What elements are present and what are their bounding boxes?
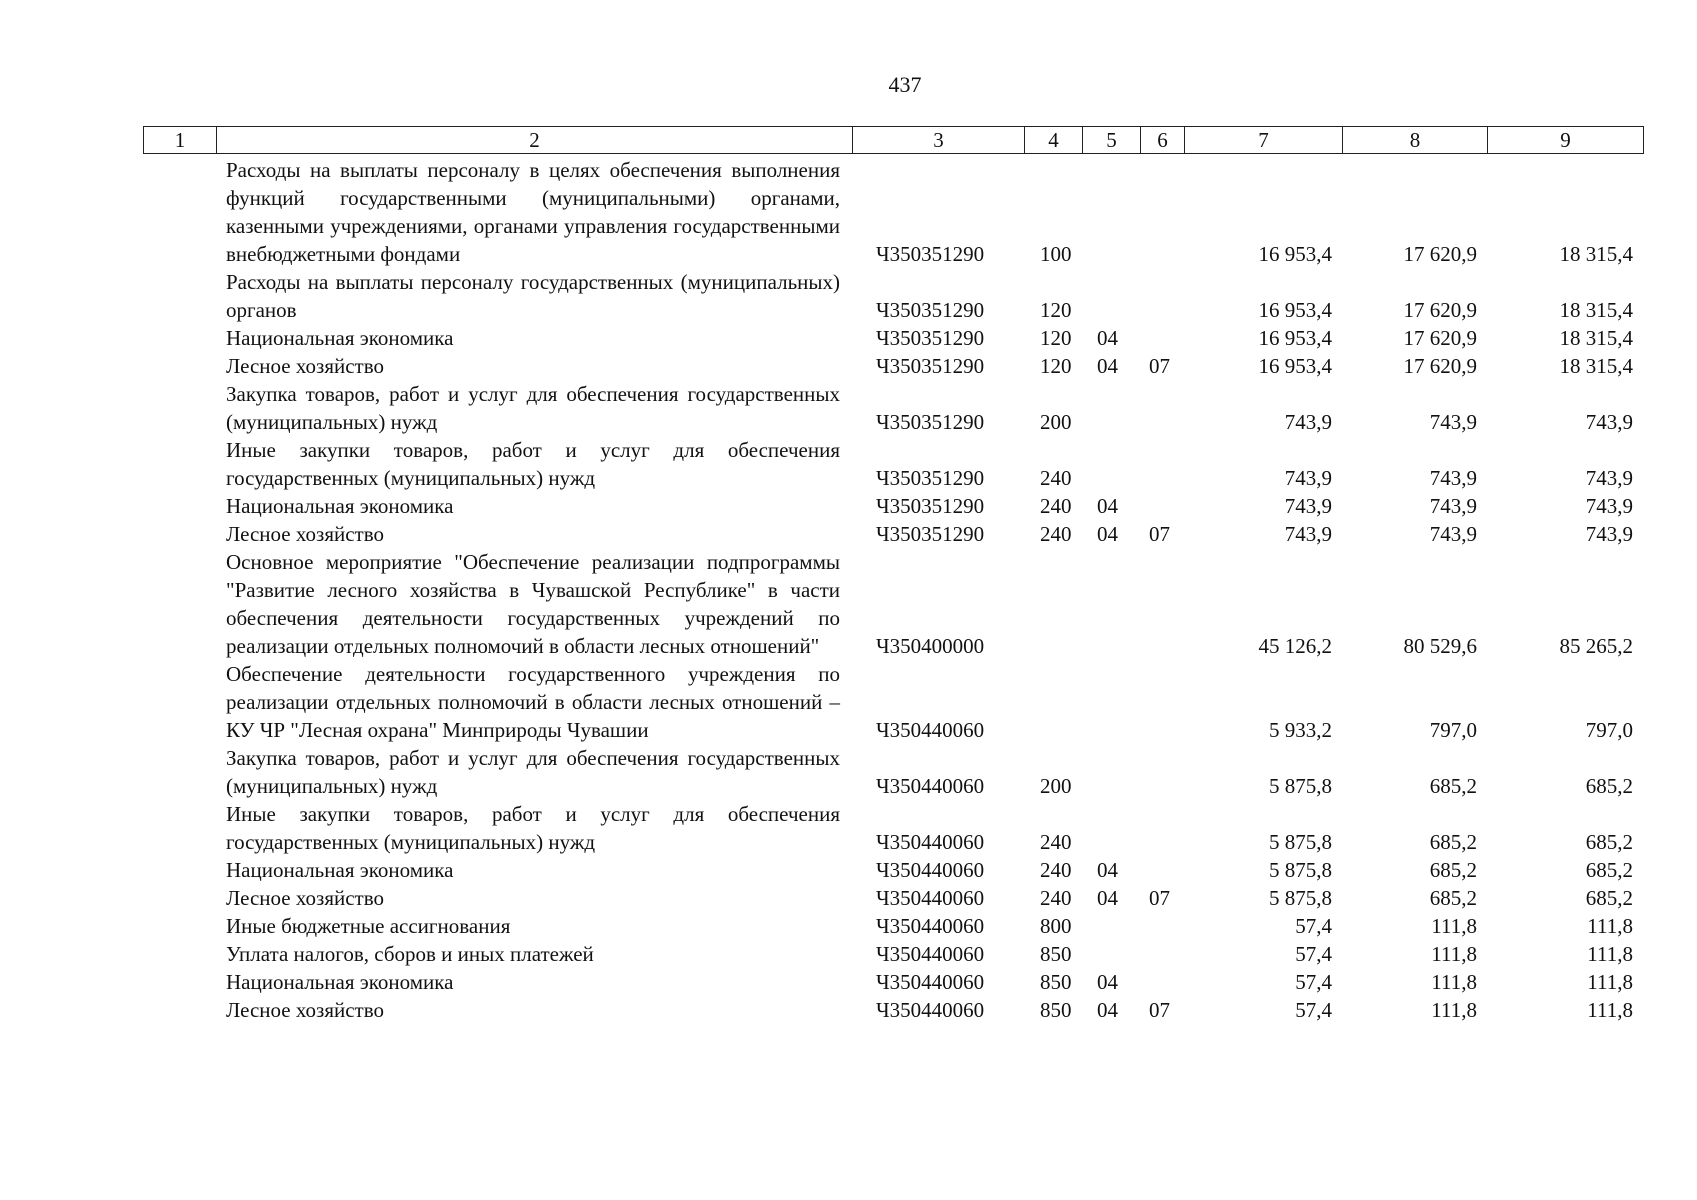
row-value-8: 17 620,9 [1403,298,1477,322]
table-row [143,156,1643,268]
row-col4: 850 [1040,942,1072,966]
budget-table [143,156,1643,1024]
row-value-7: 57,4 [1295,970,1332,994]
row-code: Ч350351290 [876,522,985,546]
table-row [143,744,1643,800]
row-col6 [1140,744,1184,800]
row-value-9: 18 315,4 [1559,326,1633,350]
row-col6 [1140,940,1184,968]
row-col4: 120 [1040,298,1072,322]
table-row [143,912,1643,940]
row-col5 [1082,660,1140,744]
page-number: 437 [888,72,922,97]
row-name: Основное мероприятие "Обеспечение реализации подпрограммы "Развитие лесного хозяйства в Чувашской Республике" в части обеспечения деятельности государственных учреждений по реализации отдельных полномочий в области лесных отношений" [226,550,840,658]
row-col4 [1024,548,1082,660]
row-value-9: 18 315,4 [1559,298,1633,322]
table-row [143,800,1643,856]
row-value-8: 743,9 [1429,410,1477,434]
column-header-7: 7 [1185,127,1343,154]
row-col6: 07 [1149,354,1170,378]
row-col6 [1140,492,1184,520]
row-name: Лесное хозяйство [226,354,384,378]
row-col1 [143,884,216,912]
row-col6 [1140,268,1184,324]
row-value-7: 16 953,4 [1258,242,1332,266]
row-col1 [143,800,216,856]
table-row [143,268,1643,324]
row-col1 [143,436,216,492]
row-code: Ч350440060 [876,774,985,798]
row-code: Ч350440060 [876,858,985,882]
row-value-7: 16 953,4 [1258,354,1332,378]
row-code: Ч350351290 [876,410,985,434]
row-col1 [143,156,216,268]
row-name: Лесное хозяйство [226,998,384,1022]
row-name: Лесное хозяйство [226,522,384,546]
row-code: Ч350440060 [876,830,985,854]
row-name: Закупка товаров, работ и услуг для обеспечения государственных (муниципальных) нужд [226,382,840,434]
row-value-8: 743,9 [1429,522,1477,546]
row-value-7: 57,4 [1295,942,1332,966]
row-col4: 120 [1040,354,1072,378]
row-name: Расходы на выплаты персоналу в целях обеспечения выполнения функций государственными (муниципальными) органами, казенными учреждениями, органами управления государственными внебюджетными фондами [226,158,840,266]
row-col6 [1140,436,1184,492]
row-col5: 04 [1097,494,1118,518]
row-value-9: 111,8 [1587,970,1633,994]
row-col4: 240 [1040,466,1072,490]
row-col1 [143,352,216,380]
row-value-8: 17 620,9 [1403,354,1477,378]
table-row [143,436,1643,492]
row-value-8: 685,2 [1429,830,1477,854]
row-value-9: 85 265,2 [1559,634,1633,658]
row-value-7: 57,4 [1295,998,1332,1022]
row-col6 [1140,660,1184,744]
row-col4: 100 [1040,242,1072,266]
row-col5 [1082,744,1140,800]
row-name: Расходы на выплаты персоналу государственных (муниципальных) органов [226,270,840,322]
table-row [143,492,1643,520]
row-col5 [1082,156,1140,268]
row-col1 [143,996,216,1024]
row-col5: 04 [1097,970,1118,994]
table-row [143,660,1643,744]
row-value-7: 5 875,8 [1269,830,1332,854]
column-header-6: 6 [1141,127,1185,154]
row-col1 [143,660,216,744]
row-value-9: 743,9 [1585,522,1633,546]
row-col6: 07 [1149,886,1170,910]
row-col6 [1140,968,1184,996]
table-row [143,548,1643,660]
row-col4: 240 [1040,494,1072,518]
row-col1 [143,968,216,996]
row-col1 [143,940,216,968]
row-col4: 200 [1040,410,1072,434]
row-value-9: 685,2 [1585,858,1633,882]
table-body [143,156,1643,1024]
row-name: Обеспечение деятельности государственного учреждения по реализации отдельных полномочий в области лесных отношений – КУ ЧР "Лесная охрана" Минприроды Чувашии [226,662,840,742]
row-col6 [1140,324,1184,352]
row-value-8: 111,8 [1431,914,1477,938]
row-value-7: 743,9 [1284,410,1332,434]
row-name: Национальная экономика [226,494,454,518]
table-header [143,126,1644,154]
row-value-9: 685,2 [1585,774,1633,798]
row-col6 [1140,912,1184,940]
row-value-7: 743,9 [1284,522,1332,546]
row-value-8: 797,0 [1429,718,1477,742]
row-value-9: 111,8 [1587,998,1633,1022]
row-code: Ч350351290 [876,494,985,518]
row-col5: 04 [1097,858,1118,882]
row-name: Иные закупки товаров, работ и услуг для обеспечения государственных (муниципальных) нужд [226,438,840,490]
table-row [143,884,1643,912]
row-col6: 07 [1149,522,1170,546]
row-col5 [1082,436,1140,492]
row-value-8: 743,9 [1429,466,1477,490]
column-header-2: 2 [217,127,853,154]
row-value-9: 18 315,4 [1559,354,1633,378]
row-value-9: 743,9 [1585,410,1633,434]
row-col6 [1140,156,1184,268]
row-value-8: 80 529,6 [1403,634,1477,658]
row-value-8: 685,2 [1429,886,1477,910]
row-code: Ч350440060 [876,942,985,966]
row-col6: 07 [1149,998,1170,1022]
column-header-1: 1 [144,127,217,154]
table-row [143,940,1643,968]
table-row [143,856,1643,884]
row-col5: 04 [1097,522,1118,546]
row-name: Иные закупки товаров, работ и услуг для обеспечения государственных (муниципальных) нужд [226,802,840,854]
row-code: Ч350440060 [876,970,985,994]
row-value-7: 5 933,2 [1269,718,1332,742]
row-value-7: 5 875,8 [1269,858,1332,882]
row-name: Национальная экономика [226,970,454,994]
row-col4: 850 [1040,998,1072,1022]
row-code: Ч350440060 [876,998,985,1022]
row-value-8: 685,2 [1429,774,1477,798]
row-code: Ч350440060 [876,886,985,910]
row-col4: 200 [1040,774,1072,798]
row-name: Закупка товаров, работ и услуг для обеспечения государственных (муниципальных) нужд [226,746,840,798]
row-code: Ч350440060 [876,914,985,938]
row-col4: 240 [1040,858,1072,882]
row-value-7: 16 953,4 [1258,326,1332,350]
row-col6 [1140,800,1184,856]
row-value-9: 743,9 [1585,466,1633,490]
row-value-9: 685,2 [1585,830,1633,854]
row-value-8: 685,2 [1429,858,1477,882]
row-col1 [143,520,216,548]
row-value-7: 743,9 [1284,466,1332,490]
row-value-7: 57,4 [1295,914,1332,938]
row-col1 [143,912,216,940]
table-row [143,380,1643,436]
row-col6 [1140,380,1184,436]
row-value-8: 111,8 [1431,998,1477,1022]
row-code: Ч350351290 [876,354,985,378]
row-col4: 240 [1040,830,1072,854]
column-header-8: 8 [1343,127,1488,154]
row-col1 [143,324,216,352]
row-value-8: 111,8 [1431,970,1477,994]
row-value-7: 743,9 [1284,494,1332,518]
column-header-4: 4 [1025,127,1083,154]
row-name: Лесное хозяйство [226,886,384,910]
row-value-7: 5 875,8 [1269,886,1332,910]
row-col6 [1140,856,1184,884]
row-name: Иные бюджетные ассигнования [226,914,511,938]
row-col1 [143,744,216,800]
row-col5 [1082,548,1140,660]
row-value-8: 743,9 [1429,494,1477,518]
row-name: Национальная экономика [226,326,454,350]
column-header-3: 3 [853,127,1025,154]
row-value-7: 45 126,2 [1258,634,1332,658]
row-col4: 240 [1040,522,1072,546]
row-value-7: 5 875,8 [1269,774,1332,798]
row-code: Ч350351290 [876,242,985,266]
row-code: Ч350351290 [876,326,985,350]
table-row [143,968,1643,996]
table-row [143,324,1643,352]
row-col1 [143,380,216,436]
row-col5 [1082,940,1140,968]
row-col6 [1140,548,1184,660]
row-col5: 04 [1097,886,1118,910]
row-name: Уплата налогов, сборов и иных платежей [226,942,594,966]
row-col4: 120 [1040,326,1072,350]
row-col5: 04 [1097,998,1118,1022]
row-col4 [1024,660,1082,744]
row-col5: 04 [1097,326,1118,350]
row-value-9: 743,9 [1585,494,1633,518]
row-value-8: 111,8 [1431,942,1477,966]
row-value-8: 17 620,9 [1403,242,1477,266]
row-code: Ч350351290 [876,298,985,322]
row-col5 [1082,912,1140,940]
row-value-8: 17 620,9 [1403,326,1477,350]
row-col4: 850 [1040,970,1072,994]
row-value-9: 18 315,4 [1559,242,1633,266]
row-col4: 240 [1040,886,1072,910]
row-col5 [1082,800,1140,856]
header-row [144,127,1644,154]
row-col5: 04 [1097,354,1118,378]
row-value-9: 685,2 [1585,886,1633,910]
column-header-9: 9 [1488,127,1644,154]
row-col1 [143,548,216,660]
row-col5 [1082,268,1140,324]
table-row [143,996,1643,1024]
row-code: Ч350400000 [876,634,985,658]
row-code: Ч350351290 [876,466,985,490]
row-value-7: 16 953,4 [1258,298,1332,322]
row-col4: 800 [1040,914,1072,938]
table-row [143,352,1643,380]
table-row [143,520,1643,548]
row-name: Национальная экономика [226,858,454,882]
row-value-9: 111,8 [1587,942,1633,966]
row-col1 [143,268,216,324]
row-col5 [1082,380,1140,436]
row-code: Ч350440060 [876,718,985,742]
column-header-5: 5 [1083,127,1141,154]
row-col1 [143,492,216,520]
row-col1 [143,856,216,884]
row-value-9: 111,8 [1587,914,1633,938]
row-value-9: 797,0 [1585,718,1633,742]
